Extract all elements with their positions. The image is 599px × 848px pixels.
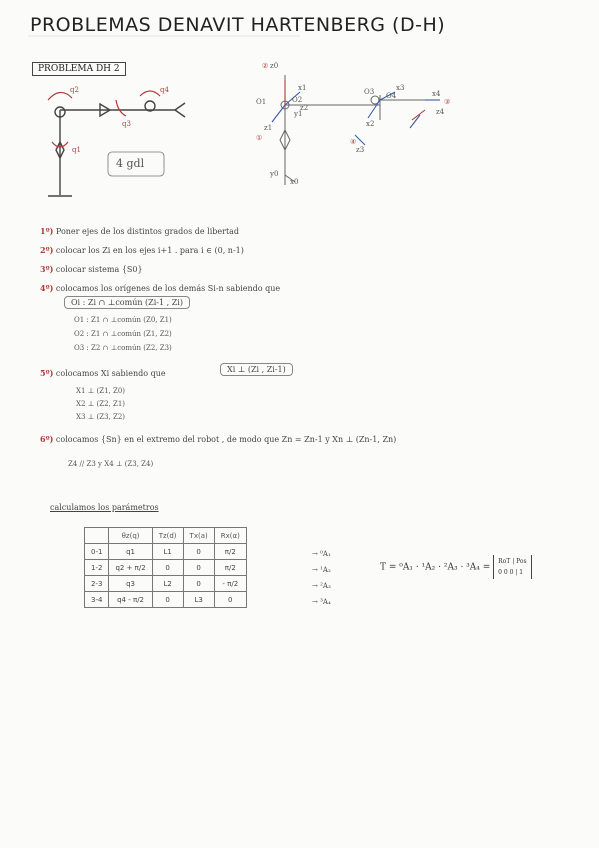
table-cell: L1 [152, 544, 183, 560]
frame-label-3: ③ [444, 98, 451, 106]
matrix-cell: RoT [498, 558, 511, 565]
origin-rule: Oi : Zi ∩ ⊥común (Zi-1 , Zi) [64, 296, 190, 309]
step-1-text: Poner ejes de los distintos grados de libertad [55, 227, 240, 236]
step-5-text: colocamos Xi sabiendo que [55, 369, 166, 378]
transform-2A3: → ²A₃ [312, 582, 331, 590]
label-q4: q4 [160, 86, 169, 94]
table-cell: L2 [152, 576, 183, 592]
step-6-detail: Z4 // Z3 y X4 ⊥ (Z3, Z4) [68, 460, 154, 468]
transform-1A2: → ¹A₂ [312, 566, 331, 574]
params-heading: calculamos los parámetros [50, 503, 159, 512]
step-6-text: colocamos {Sn} en el extremo del robot , de modo que Zn = Zn-1 y Xn ⊥ (Zn-1, Zn) [55, 435, 397, 444]
label-q1: q1 [72, 146, 81, 154]
table-cell: 1-2 [85, 560, 109, 576]
table-cell: π/2 [214, 560, 246, 576]
table-cell: - π/2 [214, 576, 246, 592]
table-cell: 0 [183, 576, 214, 592]
frame-label-2: ② [262, 62, 269, 70]
frame-label-z4: z4 [436, 108, 445, 116]
frame-label-x1: x1 [298, 84, 307, 92]
x-rule: Xi ⊥ (Zi , Zi-1) [220, 363, 293, 376]
table-header-cell [85, 528, 109, 544]
table-row [85, 576, 247, 592]
matrix-expression: T = ⁰A₁ · ¹A₂ · ²A₃ · ³A₄ = [380, 562, 491, 573]
table-cell: q4 - π/2 [109, 592, 152, 608]
frame-label-y1: y1 [294, 110, 303, 118]
frame-label-x3: x3 [396, 84, 405, 92]
frame-label-x0: x0 [290, 178, 299, 186]
step-5-number: 5º) [40, 368, 54, 378]
step-2-text: colocar los Zi en los ejes i+1 . para i ∈ (0, n-1) [55, 246, 244, 255]
table-cell: 0 [183, 560, 214, 576]
x-axis-2: X2 ⊥ (Z2, Z1) [76, 400, 126, 408]
step-4-text: colocamos los orígenes de los demás Si-n sabiendo que [55, 284, 281, 293]
origin-o2: O2 : Z1 ∩ ⊥común (Z1, Z2) [74, 330, 172, 338]
matrix-cell: 1 [519, 569, 524, 576]
step-1 [40, 226, 239, 236]
frame-label-o4: O4 [386, 92, 397, 100]
table-cell: q2 + π/2 [109, 560, 152, 576]
table-header-row [85, 528, 247, 544]
frame-label-z2: z2 [300, 104, 309, 112]
frame-label-x4: x4 [432, 90, 441, 98]
step-2-number: 2º) [40, 245, 54, 255]
table-cell: q3 [109, 576, 152, 592]
frame-label-o2: O2 [292, 96, 303, 104]
frame-label-1: ① [256, 134, 263, 142]
step-1-number: 1º) [40, 226, 54, 236]
step-3-number: 3º) [40, 264, 54, 274]
origin-o3: O3 : Z2 ∩ ⊥común (Z2, Z3) [74, 344, 172, 352]
table-row [85, 544, 247, 560]
label-q3: q3 [122, 120, 131, 128]
step-3-text: colocar sistema {S0} [55, 265, 143, 274]
frame-label-o3: O3 [364, 88, 375, 96]
frame-label-z0: z0 [270, 62, 279, 70]
step-4-number: 4º) [40, 283, 54, 293]
table-cell: 2-3 [85, 576, 109, 592]
x-axis-1: X1 ⊥ (Z1, Z0) [76, 387, 126, 395]
frame-label-z3: z3 [356, 146, 365, 154]
table-header-cell: Rx(α) [214, 528, 246, 544]
frame-label-o1: O1 [256, 98, 267, 106]
dof-label: 4 gdl [116, 157, 145, 170]
dh-parameter-table [84, 527, 247, 608]
frame-label-y0: y0 [270, 170, 279, 178]
label-q2: q2 [70, 86, 79, 94]
table-header-cell: Tz(d) [152, 528, 183, 544]
table-cell: 0 [152, 592, 183, 608]
table-header-cell: θz(q) [109, 528, 152, 544]
table-cell: L3 [183, 592, 214, 608]
step-3 [40, 264, 143, 274]
matrix-cell: 0 0 0 [498, 569, 514, 576]
table-row [85, 592, 247, 608]
matrix-bracket: RoT | Pos 0 0 0 | 1 [493, 555, 531, 579]
table-cell: 0 [214, 592, 246, 608]
table-cell: 0-1 [85, 544, 109, 560]
table-cell: π/2 [214, 544, 246, 560]
table-row [85, 560, 247, 576]
frame-label-x2: x2 [366, 120, 375, 128]
step-2 [40, 245, 244, 255]
table-cell: q1 [109, 544, 152, 560]
matrix-cell: Pos [516, 558, 527, 565]
step-4 [40, 283, 280, 293]
frame-label-z1: z1 [264, 124, 273, 132]
step-5 [40, 368, 166, 378]
transform-matrix [380, 555, 532, 579]
table-cell: 0 [183, 544, 214, 560]
table-cell: 3-4 [85, 592, 109, 608]
transform-3A4: → ³A₄ [312, 598, 331, 606]
frame-label-4: ④ [350, 138, 357, 146]
robot-arm-sketch [48, 101, 185, 196]
transform-0A1: → ⁰A₁ [312, 550, 331, 558]
step-6 [40, 434, 396, 444]
origin-o1: O1 : Z1 ∩ ⊥común (Z0, Z1) [74, 316, 172, 324]
step-6-number: 6º) [40, 434, 54, 444]
x-axis-3: X3 ⊥ (Z3, Z2) [76, 413, 126, 421]
table-header-cell: Tx(a) [183, 528, 214, 544]
page-title: PROBLEMAS DENAVIT HARTENBERG (D-H) [30, 14, 446, 36]
table-cell: 0 [152, 560, 183, 576]
problem-label: PROBLEMA DH 2 [32, 62, 126, 76]
